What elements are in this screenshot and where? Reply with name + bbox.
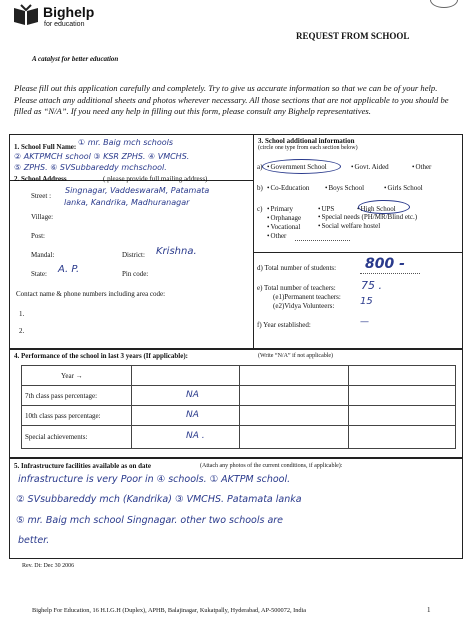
option-high-school[interactable]: • High School	[357, 205, 396, 213]
section-3-title: 3. School additional information	[258, 137, 355, 145]
option-c-label: c)	[257, 205, 263, 213]
contact-line-1[interactable]: 1.	[19, 310, 25, 318]
year-established-label: f) Year established:	[257, 321, 311, 329]
row-7th-label: 7th class pass percentage:	[25, 392, 98, 400]
infrastructure-line-2[interactable]: ② SVsubbareddy mch (Kandrika) ③ VMCHS. Patamata lanka	[16, 494, 302, 505]
selected-circle-government	[262, 159, 341, 174]
year-established-value[interactable]: —	[360, 317, 369, 327]
row-7th-value[interactable]: NA	[186, 390, 199, 400]
section-5-title: 5. Infrastructure facilities available as on date	[14, 462, 151, 470]
school-name-value-3[interactable]: ⑤ ZPHS. ⑥ SVSubbareddy mchschool.	[14, 163, 167, 172]
infrastructure-line-4[interactable]: better.	[18, 535, 50, 546]
row-special-label: Special achievements:	[25, 433, 88, 441]
page-number: 1	[427, 606, 431, 614]
school-name-label: 1. School Full Name:	[14, 143, 77, 151]
option-co-education[interactable]: • Co-Education	[267, 184, 309, 192]
row-10th-label: 10th class pass percentage:	[25, 412, 101, 420]
street-value-1[interactable]: Singnagar, VaddeswaraM, Patamata	[65, 186, 210, 195]
option-primary[interactable]: • Primary	[267, 205, 293, 213]
brand-subtitle: for education	[44, 21, 85, 28]
row-10th-value[interactable]: NA	[186, 410, 199, 420]
intro-text: Please fill out this application carefully and completely. Try to give us accurate information so that we can be of your help. Please attach any additional sheets and photos wherever necessary. All those sections that are not applicable to you should be filled as “N/A”. If you need any help in filling out this form, please consult any Bighelp representatives.	[14, 83, 449, 116]
revision-date: Rev. Dt: Dec 30 2006	[22, 563, 75, 569]
vidya-volunteers-label: (e2)Vidya Volunteers:	[273, 302, 335, 310]
infrastructure-line-1[interactable]: infrastructure is very Poor in ④ schools. ① AKTPM school.	[18, 474, 291, 485]
street-label: Street :	[31, 192, 52, 200]
option-orphanage[interactable]: • Orphanage	[267, 214, 301, 222]
option-ups[interactable]: • UPS	[318, 205, 334, 213]
school-name-value-1[interactable]: ① mr. Baig mch schools	[78, 138, 174, 147]
corner-mark	[430, 0, 458, 8]
option-b-label: b)	[257, 184, 263, 192]
district-value[interactable]: Krishna.	[156, 246, 197, 257]
section-5-note: (Attach any photos of the current conditions, if applicable):	[200, 463, 343, 469]
permanent-teachers-label: (e1)Permanent teachers:	[273, 293, 341, 301]
street-value-2[interactable]: lanka, Kandrika, Madhuranagar	[64, 198, 190, 207]
total-students-label: d) Total number of students:	[257, 264, 337, 272]
option-other-a[interactable]: • Other	[412, 163, 431, 171]
contact-line-2[interactable]: 2.	[19, 327, 25, 335]
option-other-c[interactable]: • Other	[267, 232, 286, 240]
row-special-value[interactable]: NA .	[186, 431, 205, 441]
option-govt-aided[interactable]: • Govt. Aided	[351, 163, 389, 171]
pin-code-label: Pin code:	[122, 270, 149, 278]
total-teachers-value[interactable]: 75 .	[361, 279, 382, 292]
selected-circle-high-school	[358, 200, 410, 214]
option-boys-school[interactable]: • Boys School	[325, 184, 364, 192]
section-3-note: (circle one type from each section below)	[258, 145, 358, 151]
footer-address: Bighelp For Education, 16 H.I.G.H (Duplex), APHB, Balajinagar, Kukatpally, Hyderabad, AP-500072, India	[32, 607, 307, 614]
option-vocational[interactable]: • Vocational	[267, 223, 300, 231]
school-address-note: ( please provide full mailing address)	[103, 175, 208, 183]
infrastructure-line-3[interactable]: ⑤ mr. Baig mch school Singnagar. other two schools are	[16, 515, 284, 526]
state-label: State:	[31, 270, 47, 278]
page-title: REQUEST FROM SCHOOL	[296, 31, 410, 41]
logo-book-icon	[13, 4, 39, 26]
state-value[interactable]: A. P.	[58, 264, 80, 275]
contact-label: Contact name & phone numbers including area code:	[16, 290, 166, 298]
total-teachers-label: e) Total number of teachers:	[257, 284, 336, 292]
mandal-label: Mandal:	[31, 251, 55, 259]
school-name-value-2[interactable]: ② AKTPMCH school ③ KSR ZPHS. ④ VMCHS.	[14, 152, 190, 161]
post-label: Post:	[31, 232, 46, 240]
school-address-label: 2. School Address	[14, 175, 67, 183]
brand-name: Bighelp	[43, 4, 95, 20]
option-girls-school[interactable]: • Girls School	[384, 184, 423, 192]
row-year-label: Year →	[61, 372, 83, 380]
section-4-note: (Write “N/A” if not applicable)	[258, 353, 334, 359]
option-special-needs[interactable]: • Special needs (PH/MR/Blind etc.)	[318, 213, 417, 221]
option-government-school[interactable]: • Government School	[267, 163, 327, 171]
vidya-volunteers-value[interactable]: 15	[360, 296, 373, 307]
tagline: A catalyst for better education	[32, 55, 119, 63]
village-label: Village:	[31, 213, 54, 221]
section-4-title: 4. Performance of the school in last 3 years (If applicable):	[14, 352, 188, 360]
total-students-value[interactable]: 800 -	[365, 256, 405, 272]
option-social-welfare[interactable]: • Social welfare hostel	[318, 222, 380, 230]
option-a-label: a)	[257, 163, 263, 171]
district-label: District:	[122, 251, 145, 259]
